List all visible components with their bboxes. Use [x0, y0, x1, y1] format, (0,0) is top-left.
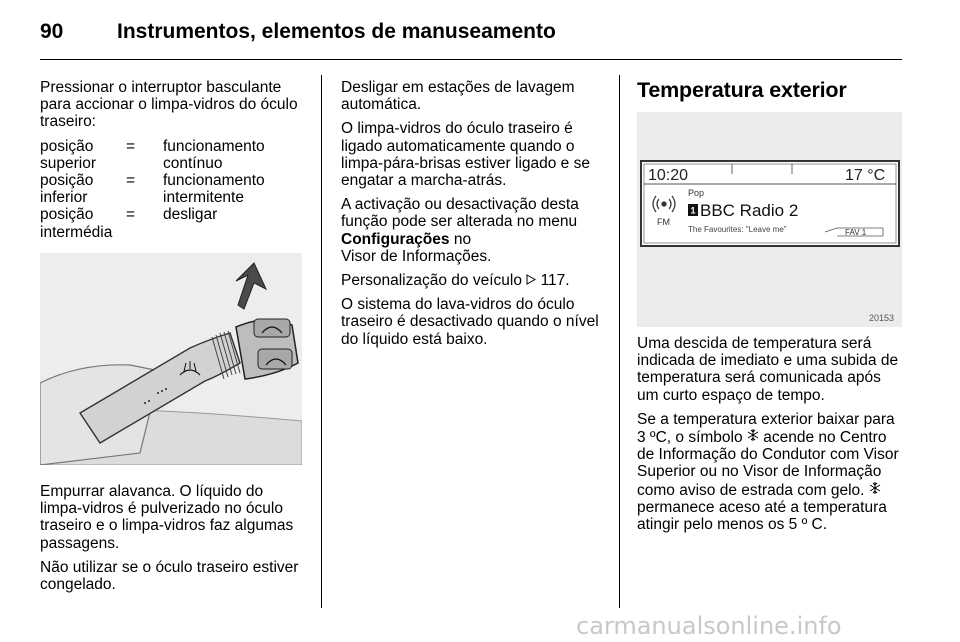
snowflake-icon: [747, 429, 763, 446]
definition-eq: =: [126, 206, 136, 224]
washer-disabled-text: O sistema do lava-vidros do óculo traseiro é desactivado quando o nível do líquido está baixo.: [341, 296, 599, 348]
settings-menu-name: Configurações: [341, 230, 450, 248]
personalization-ref: Personalização do veículo 117.: [341, 272, 570, 290]
wiper-lever-drawing: [40, 253, 302, 465]
column-2: [341, 79, 611, 355]
info-display-illustration: [637, 112, 902, 327]
definition-term: posição inferior: [40, 172, 94, 207]
info-display-drawing: [637, 112, 902, 327]
definition-term: posição superior: [40, 137, 96, 172]
display-radiotext: The Favourites: "Leave me": [688, 225, 787, 234]
definition-row: [40, 206, 308, 240]
definition-row: [40, 138, 308, 172]
settings-text: A activação ou desactivação desta função pode ser alterada no menu Configurações no Visor de Informações.: [341, 196, 579, 265]
display-temperature: 17 °C: [845, 167, 886, 184]
header-rule: [40, 59, 902, 60]
snowflake-icon: [869, 482, 881, 499]
push-lever-text: Empurrar alavanca. O líquido do limpa-vidros é pulverizado no óculo traseiro e o limpa-vidros faz algumas passagens.: [40, 483, 294, 552]
column-divider-2: [619, 75, 620, 608]
column-1: [40, 79, 308, 241]
definition-desc: desligar: [163, 206, 218, 224]
display-band: FM: [657, 217, 670, 227]
column-3-lower: [637, 335, 905, 540]
section-title: Temperatura exterior: [637, 78, 847, 102]
chapter-title: Instrumentos, elementos de manuseamento: [117, 20, 556, 43]
triangle-ref-icon: [526, 272, 540, 289]
wiper-lever-illustration: [40, 253, 302, 465]
page-number: 90: [40, 20, 64, 43]
frozen-warning-text: Não utilizar se o óculo traseiro estiver congelado.: [40, 558, 299, 594]
display-time: 10:20: [648, 167, 689, 184]
definition-eq: =: [126, 172, 136, 190]
page-header: [40, 10, 900, 46]
definition-desc: funcionamento contínuo: [163, 137, 265, 172]
display-preset: 1: [690, 205, 696, 216]
definition-term: posição intermédia: [40, 206, 113, 241]
car-wash-text: Desligar em estações de lavagem automática.: [341, 79, 575, 114]
definition-eq: =: [126, 137, 136, 155]
definition-row: [40, 172, 308, 206]
figure-id: 20153: [869, 313, 895, 323]
watermark: carmanualsonline.info: [576, 612, 842, 640]
column-divider-1: [321, 75, 322, 608]
definition-desc: funcionamento intermitente: [163, 172, 265, 207]
intro-text: Pressionar o interruptor basculante para accionar o limpa-vidros do óculo traseiro:: [40, 79, 298, 131]
display-fav: FAV 1: [845, 228, 867, 237]
display-category: Pop: [688, 188, 705, 198]
display-station: BBC Radio 2: [700, 201, 799, 220]
temperature-change-text: Uma descida de temperatura será indicada de imediato e uma subida de temperatura será comunicada após um curto espaço de tempo.: [637, 335, 899, 404]
auto-wiper-text: O limpa-vidros do óculo traseiro é ligado automaticamente quando o limpa-pára-brisas estiver ligado e se engatar a marcha-atrás.: [341, 120, 590, 190]
ice-warning-text: Se a temperatura exterior baixar para 3 ºC, o símbolo acende no Centro de Informação do Condutor com Visor Superior ou no Visor de Informação como aviso de estrada com gelo. permanece aceso até a temperatura atingir pelo menos os 5 º C.: [637, 410, 899, 534]
definition-list: [40, 138, 308, 241]
column-1-lower: [40, 483, 308, 600]
